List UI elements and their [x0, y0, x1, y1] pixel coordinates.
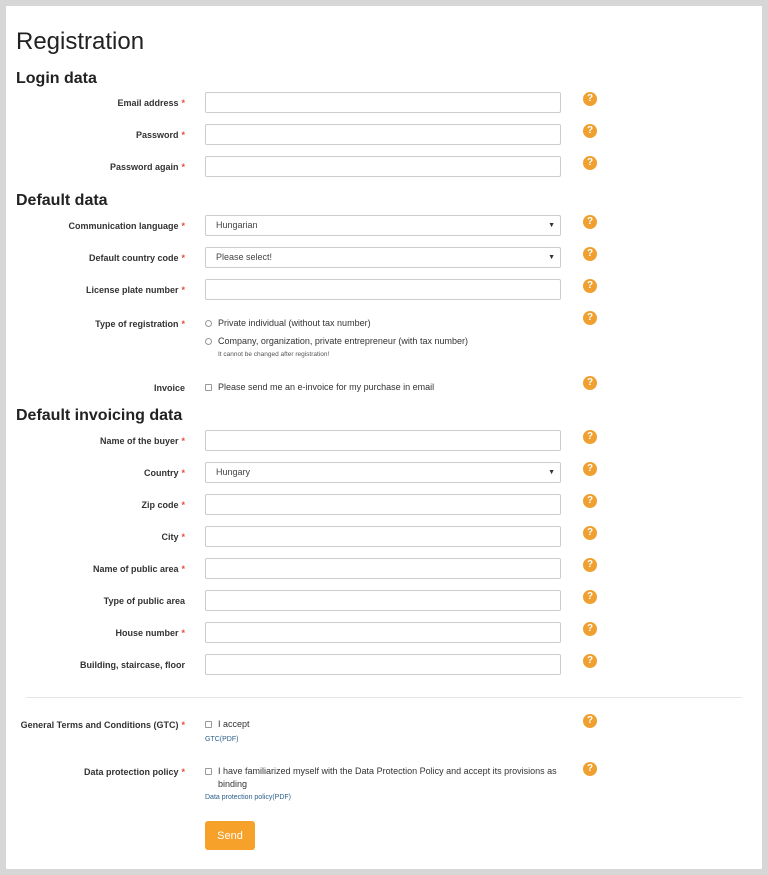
required-mark: *	[181, 162, 185, 172]
required-mark: *	[181, 253, 185, 263]
invoice-option-label: Please send me an e-invoice for my purchase in email	[218, 382, 435, 392]
country-code-label: Default country code *	[88, 253, 185, 263]
help-icon[interactable]: ?	[583, 526, 597, 540]
building-label: Building, staircase, floor	[79, 660, 185, 670]
help-icon[interactable]: ?	[583, 215, 597, 229]
gtc-option-label: I accept	[218, 719, 250, 729]
help-icon[interactable]: ?	[583, 462, 597, 476]
help-icon[interactable]: ?	[583, 247, 597, 261]
email-input[interactable]	[205, 92, 561, 113]
buyer-row	[6, 430, 762, 454]
public-area-type-label: Type of public area	[103, 596, 185, 606]
buyer-input[interactable]	[205, 430, 561, 451]
language-select[interactable]	[205, 215, 561, 236]
password-label: Password *	[135, 130, 185, 140]
required-mark: *	[181, 285, 185, 295]
gtc-pdf-link[interactable]: GTC(PDF)	[205, 736, 239, 743]
required-mark: *	[181, 532, 185, 542]
house-number-label: House number *	[115, 628, 185, 638]
public-area-type-input[interactable]	[205, 590, 561, 611]
license-plate-row	[6, 279, 762, 303]
public-area-name-label: Name of public area *	[92, 564, 185, 574]
gtc-checkbox[interactable]	[205, 721, 212, 728]
radio-company[interactable]	[205, 338, 212, 345]
building-input[interactable]	[205, 654, 561, 675]
help-icon[interactable]: ?	[583, 714, 597, 728]
help-icon[interactable]: ?	[583, 654, 597, 668]
house-number-row	[6, 622, 762, 646]
privacy-row	[6, 762, 762, 806]
city-row	[6, 526, 762, 550]
radio-private-label: Private individual (without tax number)	[218, 318, 371, 328]
help-icon[interactable]: ?	[583, 92, 597, 106]
email-label: Email address *	[117, 98, 185, 108]
country-row	[6, 462, 762, 486]
section-invoicing-heading: Default invoicing data	[16, 407, 183, 424]
password-again-row	[6, 156, 762, 180]
invoice-row	[6, 376, 762, 400]
privacy-label: Data protection policy *	[83, 767, 185, 777]
required-mark: *	[181, 564, 185, 574]
password-input[interactable]	[205, 124, 561, 145]
country-select[interactable]	[205, 462, 561, 483]
help-icon[interactable]: ?	[583, 279, 597, 293]
license-plate-label: License plate number *	[85, 285, 185, 295]
help-icon[interactable]: ?	[583, 558, 597, 572]
chevron-down-icon: ▼	[548, 222, 555, 229]
help-icon[interactable]: ?	[583, 430, 597, 444]
required-mark: *	[181, 98, 185, 108]
city-input[interactable]	[205, 526, 561, 547]
registration-note: It cannot be changed after registration!	[218, 351, 330, 358]
send-button[interactable]: Send	[205, 821, 255, 850]
language-value: Hungarian	[216, 220, 258, 230]
required-mark: *	[181, 720, 185, 730]
registration-type-row	[6, 311, 762, 371]
required-mark: *	[181, 221, 185, 231]
registration-page	[6, 6, 762, 869]
radio-private[interactable]	[205, 320, 212, 327]
password-row	[6, 124, 762, 148]
required-mark: *	[181, 130, 185, 140]
required-mark: *	[181, 628, 185, 638]
required-mark: *	[181, 468, 185, 478]
country-label: Country *	[143, 468, 185, 478]
license-plate-input[interactable]	[205, 279, 561, 300]
country-value: Hungary	[216, 467, 251, 477]
gtc-row	[6, 714, 762, 750]
help-icon[interactable]: ?	[583, 156, 597, 170]
invoice-checkbox[interactable]	[205, 384, 212, 391]
public-area-name-row	[6, 558, 762, 582]
help-icon[interactable]: ?	[583, 124, 597, 138]
help-icon[interactable]: ?	[583, 590, 597, 604]
country-code-row	[6, 247, 762, 271]
required-mark: *	[181, 767, 185, 777]
section-login-heading: Login data	[16, 70, 97, 87]
privacy-option-line2: binding	[218, 779, 248, 789]
password-again-input[interactable]	[205, 156, 561, 177]
help-icon[interactable]: ?	[583, 622, 597, 636]
privacy-option-line1: I have familiarized myself with the Data Protection Policy and accept its provisions as	[218, 766, 557, 776]
invoice-label: Invoice	[153, 383, 185, 393]
chevron-down-icon: ▼	[548, 469, 555, 476]
required-mark: *	[181, 500, 185, 510]
public-area-type-row	[6, 590, 762, 614]
registration-type-label: Type of registration *	[95, 319, 185, 329]
required-mark: *	[181, 319, 185, 329]
password-again-label: Password again *	[109, 162, 185, 172]
help-icon[interactable]: ?	[583, 311, 597, 325]
city-label: City *	[161, 532, 185, 542]
country-code-select[interactable]	[205, 247, 561, 268]
help-icon[interactable]: ?	[583, 762, 597, 776]
help-icon[interactable]: ?	[583, 376, 597, 390]
language-row	[6, 215, 762, 239]
country-code-value: Please select!	[216, 252, 273, 262]
buyer-label: Name of the buyer *	[99, 436, 185, 446]
zip-label: Zip code *	[141, 500, 185, 510]
house-number-input[interactable]	[205, 622, 561, 643]
language-label: Communication language *	[68, 221, 185, 231]
page-title: Registration	[16, 28, 145, 55]
gtc-label: General Terms and Conditions (GTC) *	[20, 720, 185, 730]
required-mark: *	[181, 436, 185, 446]
radio-company-label: Company, organization, private entrepreneur (with tax number)	[218, 336, 468, 346]
public-area-name-input[interactable]	[205, 558, 561, 579]
chevron-down-icon: ▼	[548, 254, 555, 261]
divider	[26, 697, 742, 698]
privacy-pdf-link[interactable]: Data protection policy(PDF)	[205, 794, 291, 801]
building-row	[6, 654, 762, 678]
zip-input[interactable]	[205, 494, 561, 515]
email-row	[6, 92, 762, 116]
privacy-checkbox[interactable]	[205, 768, 212, 775]
zip-row	[6, 494, 762, 518]
section-default-heading: Default data	[16, 192, 108, 209]
help-icon[interactable]: ?	[583, 494, 597, 508]
